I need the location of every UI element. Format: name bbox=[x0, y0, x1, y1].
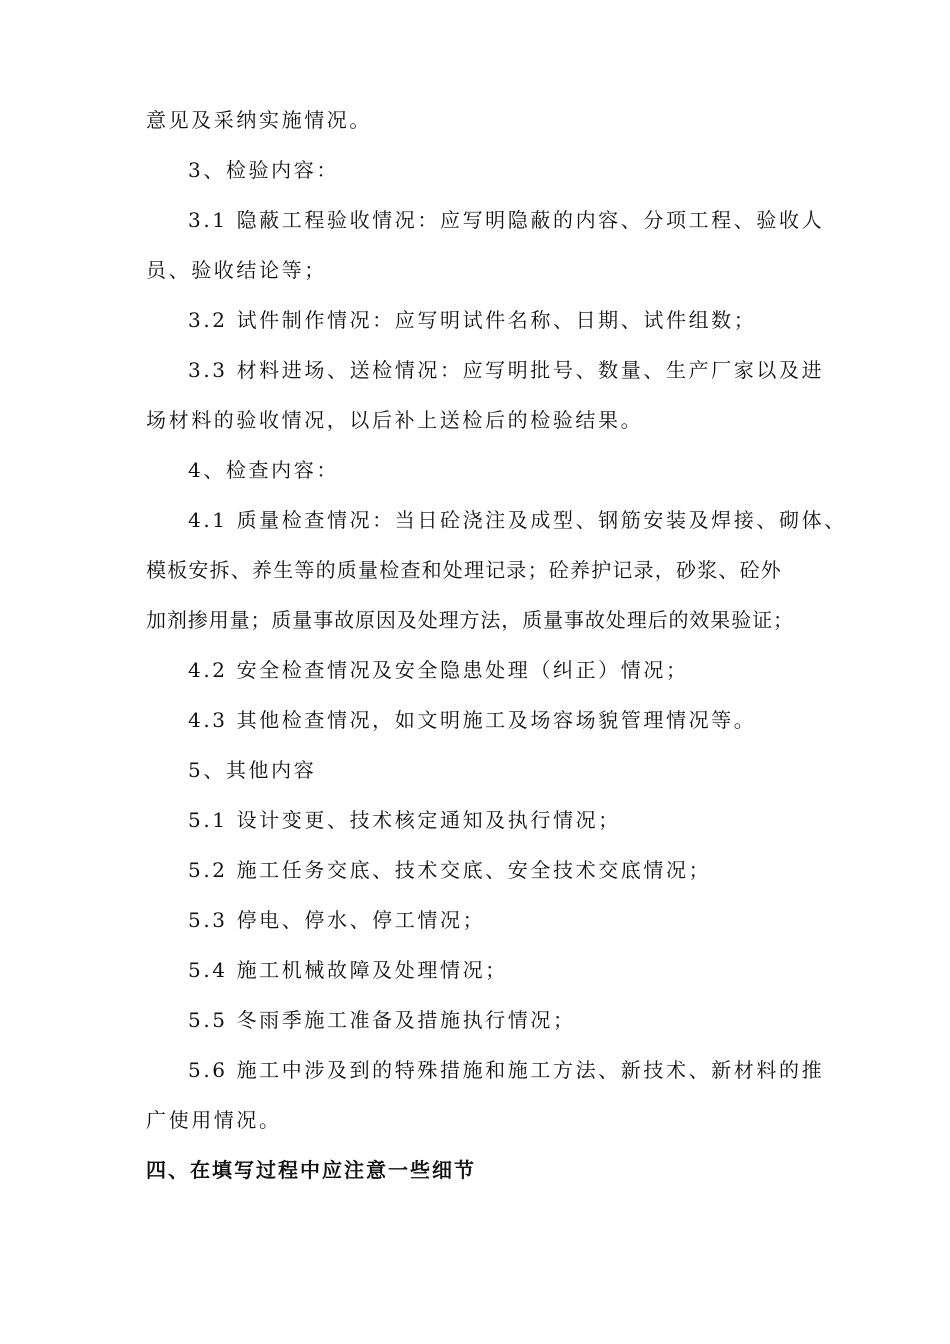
subsection-title-check: 4、检查内容： bbox=[188, 458, 339, 482]
item-3-3: 3.3 材料进场、送检情况：应写明批号、数量、生产厂家以及进 bbox=[188, 358, 825, 382]
item-4-3: 4.3 其他检查情况，如文明施工及场容场貌管理情况等。 bbox=[188, 708, 757, 732]
subsection-title-inspection: 3、检验内容： bbox=[188, 158, 339, 182]
item-5-4: 5.4 施工机械故障及处理情况； bbox=[188, 958, 508, 982]
item-4-1: 4.1 质量检查情况：当日砼浇注及成型、钢筋安装及焊接、砌体、 bbox=[188, 508, 847, 532]
paragraph-continuation: 意见及采纳实施情况。 bbox=[146, 108, 372, 132]
item-5-6: 5.6 施工中涉及到的特殊措施和施工方法、新技术、新材料的推 bbox=[188, 1058, 825, 1082]
item-4-1-continued-2: 加剂掺用量；质量事故原因及处理方法，质量事故处理后的效果验证； bbox=[146, 608, 794, 632]
item-3-1: 3.1 隐蔽工程验收情况：应写明隐蔽的内容、分项工程、验收人 bbox=[188, 208, 825, 232]
item-3-2: 3.2 试件制作情况：应写明试件名称、日期、试件组数； bbox=[188, 308, 757, 332]
item-5-1: 5.1 设计变更、技术核定通知及执行情况； bbox=[188, 808, 621, 832]
item-5-5: 5.5 冬雨季施工准备及措施执行情况； bbox=[188, 1008, 576, 1032]
item-5-2: 5.2 施工任务交底、技术交底、安全技术交底情况； bbox=[188, 858, 712, 882]
item-5-3: 5.3 停电、停水、停工情况； bbox=[188, 908, 486, 932]
item-5-6-continued: 广使用情况。 bbox=[146, 1108, 282, 1132]
subsection-title-other: 5、其他内容 bbox=[188, 758, 317, 782]
item-3-1-continued: 员、验收结论等； bbox=[146, 258, 327, 282]
item-4-1-continued: 模板安拆、养生等的质量检查和处理记录；砼养护记录，砂浆、砼外 bbox=[146, 558, 782, 582]
item-3-3-continued: 场材料的验收情况，以后补上送检后的检验结果。 bbox=[146, 408, 644, 432]
item-4-2: 4.2 安全检查情况及安全隐患处理（纠正）情况； bbox=[188, 658, 689, 682]
section-heading: 四、在填写过程中应注意一些细节 bbox=[146, 1158, 476, 1182]
